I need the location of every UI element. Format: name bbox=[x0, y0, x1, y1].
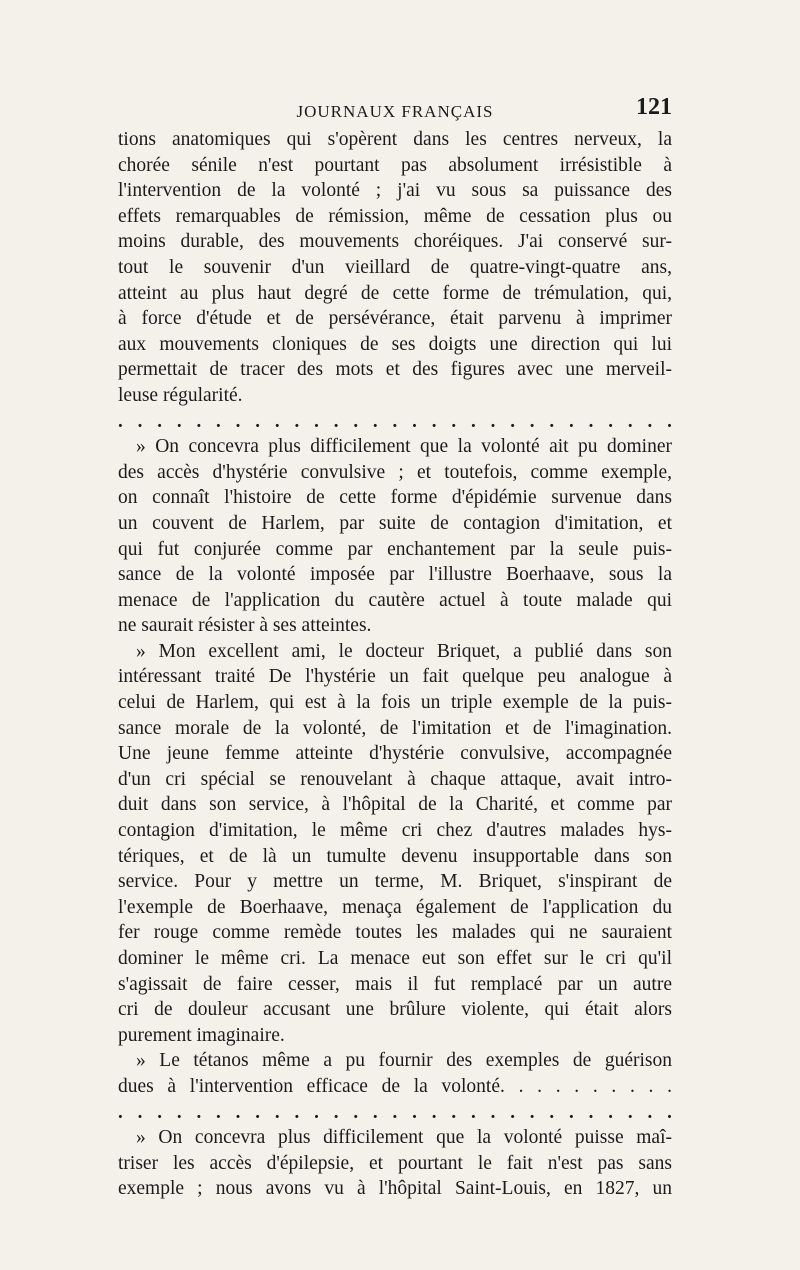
separator-dot: . bbox=[608, 1101, 613, 1123]
separator-dot: . bbox=[451, 410, 457, 432]
separator-dot: . bbox=[549, 1101, 555, 1123]
text-line: duit dans son service, à l'hôpital de la Charité, et comme par bbox=[118, 794, 672, 816]
separator-dot: . bbox=[588, 410, 594, 432]
text-line: exemple ; nous avons vu à l'hôpital Saint-Louis, en 1827, un bbox=[118, 1178, 672, 1200]
separator-dot: . bbox=[333, 410, 339, 432]
text-line: qui fut conjurée comme par enchantement par la seule puis- bbox=[118, 538, 672, 560]
separator-dot: . bbox=[137, 410, 143, 432]
separator-dot: . bbox=[667, 1101, 672, 1123]
separator-dot: . bbox=[294, 410, 300, 432]
text-line: leuse régularité. bbox=[118, 384, 243, 406]
separator-dot: . bbox=[627, 410, 633, 432]
separator-dot: . bbox=[255, 410, 261, 432]
text-line: d'un cri spécial se renouvelant à chaque attaque, avait intro- bbox=[118, 768, 672, 790]
separator-dot: . bbox=[294, 1101, 300, 1123]
separator-dot: . bbox=[235, 410, 241, 432]
separator-dot: . bbox=[353, 1101, 359, 1123]
separator-dot: . bbox=[274, 1101, 280, 1123]
text-line: un couvent de Harlem, par suite de contagion d'imitation, et bbox=[118, 512, 672, 534]
text-line: contagion d'imitation, le même cri chez d'autres malades hys- bbox=[118, 820, 672, 842]
separator-dot: . bbox=[274, 410, 280, 432]
text-line: permettait de tracer des mots et des figures avec une merveil- bbox=[118, 359, 672, 381]
separator-dot: . bbox=[137, 1101, 143, 1123]
text-line: dues à l'intervention efficace de la volonté. . . . . . . . . . bbox=[118, 1075, 672, 1097]
text-line: tériques, et de là un tumulte devenu insupportable dans son bbox=[118, 845, 672, 867]
text-line: effets remarquables de rémission, même de cessation plus ou bbox=[118, 205, 672, 227]
separator-dot: . bbox=[157, 410, 162, 432]
separator-dot: . bbox=[529, 1101, 535, 1123]
text-line: triser les accès d'épilepsie, et pourtant le fait n'est pas sans bbox=[118, 1152, 672, 1174]
separator-dot: . bbox=[431, 1101, 437, 1123]
text-line: sance de la volonté imposée par l'illustre Boerhaave, sous la bbox=[118, 564, 672, 586]
text-line: s'agissait de faire cesser, mais il fut remplacé par un autre bbox=[118, 973, 672, 995]
text-line: purement imaginaire. bbox=[118, 1024, 285, 1046]
separator-dot: . bbox=[549, 410, 555, 432]
text-line: atteint au plus haut degré de cette forme de trémulation, qui, bbox=[118, 282, 672, 304]
separator-dot: . bbox=[333, 1101, 339, 1123]
text-line: celui de Harlem, qui est à la fois un triple exemple de la puis- bbox=[118, 692, 672, 714]
separator-dot: . bbox=[372, 1101, 378, 1123]
separator-dot: . bbox=[608, 410, 613, 432]
text-line: fer rouge comme remède toutes les malades qui ne sauraient bbox=[118, 922, 672, 944]
separator-dot: . bbox=[569, 1101, 574, 1123]
text-line: » Le tétanos même a pu fournir des exemples de guérison bbox=[136, 1050, 672, 1072]
body-text bbox=[118, 127, 672, 1202]
separator-dot: . bbox=[412, 410, 417, 432]
text-line: l'intervention de la volonté ; j'ai vu sous sa puissance des bbox=[118, 180, 672, 202]
separator-dot: . bbox=[569, 410, 574, 432]
ellipsis-separator bbox=[118, 409, 672, 435]
separator-dot: . bbox=[588, 1101, 594, 1123]
separator-dot: . bbox=[647, 1101, 653, 1123]
text-line: » On concevra plus difficilement que la volonté puisse maî- bbox=[136, 1127, 672, 1149]
separator-dot: . bbox=[196, 1101, 202, 1123]
text-line: Une jeune femme atteinte d'hystérie convulsive, accompagnée bbox=[118, 743, 672, 765]
page-number: 121 bbox=[636, 94, 672, 120]
separator-dot: . bbox=[667, 410, 672, 432]
text-line: tout le souvenir d'un vieillard de quatre-vingt-quatre ans, bbox=[118, 256, 672, 278]
separator-dot: . bbox=[314, 410, 319, 432]
separator-dot: . bbox=[490, 410, 496, 432]
separator-dot: . bbox=[431, 410, 437, 432]
separator-dot: . bbox=[470, 1101, 476, 1123]
separator-dot: . bbox=[196, 410, 202, 432]
text-line: on connaît l'histoire de cette forme d'épidémie survenue dans bbox=[118, 487, 672, 509]
text-line: menace de l'application du cautère actuel à toute malade qui bbox=[118, 589, 672, 611]
separator-dot: . bbox=[470, 410, 476, 432]
separator-dot: . bbox=[157, 1101, 162, 1123]
text-line: l'exemple de Boerhaave, menaça également de l'application du bbox=[118, 896, 672, 918]
page-header bbox=[118, 94, 672, 128]
separator-dot: . bbox=[372, 410, 378, 432]
separator-dot: . bbox=[176, 1101, 182, 1123]
separator-dot: . bbox=[118, 1101, 123, 1123]
separator-dot: . bbox=[392, 1101, 398, 1123]
separator-dot: . bbox=[529, 410, 535, 432]
separator-dot: . bbox=[314, 1101, 319, 1123]
separator-dot: . bbox=[510, 410, 515, 432]
text-line: dominer le même cri. La menace eut son effet sur le cri qu'il bbox=[118, 948, 672, 969]
separator-dot: . bbox=[255, 1101, 261, 1123]
text-line: » Mon excellent ami, le docteur Briquet, a publié dans son bbox=[136, 640, 672, 662]
text-line: ne saurait résister à ses atteintes. bbox=[118, 615, 372, 637]
separator-dot: . bbox=[490, 1101, 496, 1123]
separator-dot: . bbox=[353, 410, 359, 432]
text-line: intéressant traité De l'hystérie un fait quelque peu analogue à bbox=[118, 666, 672, 688]
separator-dot: . bbox=[451, 1101, 457, 1123]
text-line: aux mouvements cloniques de ses doigts une direction qui lui bbox=[118, 333, 672, 355]
separator-dot: . bbox=[647, 410, 653, 432]
separator-dot: . bbox=[176, 410, 182, 432]
running-head: JOURNAUX FRANÇAIS bbox=[296, 102, 494, 121]
text-line: moins durable, des mouvements choréiques. J'ai conservé sur- bbox=[118, 231, 672, 253]
text-line: » On concevra plus difficilement que la volonté ait pu dominer bbox=[136, 436, 672, 458]
separator-dot: . bbox=[412, 1101, 417, 1123]
text-line: des accès d'hystérie convulsive ; et toutefois, comme exemple, bbox=[118, 461, 672, 483]
separator-dot: . bbox=[392, 410, 398, 432]
text-line: à force d'étude et de persévérance, était parvenu à imprimer bbox=[118, 308, 672, 330]
separator-dot: . bbox=[627, 1101, 633, 1123]
separator-dot: . bbox=[235, 1101, 241, 1123]
ellipsis-separator bbox=[118, 1100, 672, 1126]
text-line: cri de douleur accusant une brûlure violente, qui était alors bbox=[118, 999, 672, 1021]
separator-dot: . bbox=[216, 410, 221, 432]
text-line: chorée sénile n'est pourtant pas absolument irrésistible à bbox=[118, 154, 672, 176]
text-line: tions anatomiques qui s'opèrent dans les centres nerveux, la bbox=[118, 129, 672, 150]
text-line: service. Pour y mettre un terme, M. Briquet, s'inspirant de bbox=[118, 871, 672, 893]
separator-dot: . bbox=[510, 1101, 515, 1123]
text-line: sance morale de la volonté, de l'imitation et de l'imagination. bbox=[118, 717, 672, 739]
separator-dot: . bbox=[118, 410, 123, 432]
separator-dot: . bbox=[216, 1101, 221, 1123]
